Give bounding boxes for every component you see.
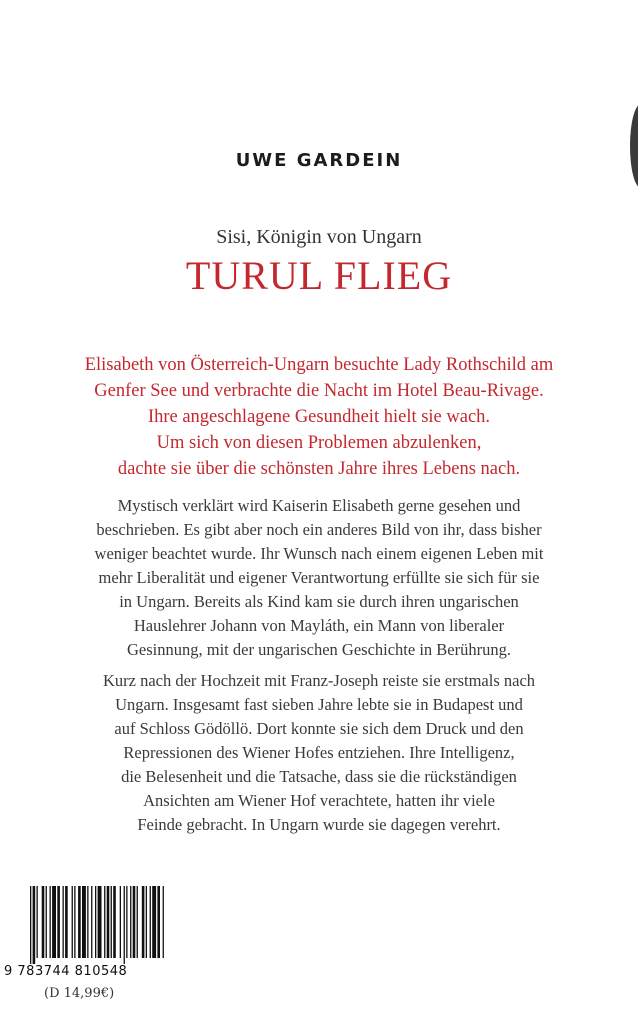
barcode-bar bbox=[95, 886, 96, 958]
blurb-line: Ihre angeschlagene Gesundheit hielt sie wach. bbox=[147, 407, 491, 427]
barcode-bar bbox=[124, 886, 125, 964]
paragraph-line: auf Schloss Gödöllö. Dort konnte sie sich dem Druck und den bbox=[114, 719, 524, 738]
blurb-line: Genfer See und verbrachte die Nacht im Hotel Beau-Rivage. bbox=[94, 381, 544, 401]
barcode-bar bbox=[150, 886, 151, 958]
barcode-bar bbox=[157, 886, 160, 958]
barcode-bar bbox=[146, 886, 147, 958]
barcode-bar bbox=[126, 886, 127, 958]
isbn-number: 9 783744 810548 bbox=[4, 964, 128, 979]
barcode-bar bbox=[98, 886, 102, 958]
barcode-bar bbox=[111, 886, 112, 958]
barcode-bar bbox=[78, 886, 81, 958]
barcode-bar bbox=[113, 886, 116, 958]
barcode-bars bbox=[14, 884, 166, 964]
paragraph-line: Ungarn. Insgesamt fast sieben Jahre lebte sie in Budapest und bbox=[115, 695, 523, 714]
paragraph-line: in Ungarn. Bereits als Kind kam sie durch ihren ungarischen bbox=[119, 592, 519, 611]
paragraph-line: weniger beachtet wurde. Ihr Wunsch nach einem eigenen Leben mit bbox=[94, 544, 544, 563]
book-subtitle: Sisi, Königin von Ungarn bbox=[216, 226, 422, 248]
barcode-bar bbox=[74, 886, 75, 958]
barcode-bar bbox=[65, 886, 68, 958]
paragraph-line: Kurz nach der Hochzeit mit Franz-Joseph reiste sie erstmals nach bbox=[102, 671, 536, 690]
blurb-line: Elisabeth von Österreich-Ungarn besuchte Lady Rothschild am bbox=[84, 355, 554, 375]
barcode-bar bbox=[72, 886, 73, 958]
barcode-bar bbox=[52, 886, 56, 958]
barcode-bar bbox=[133, 886, 136, 958]
paragraph-line: Hauslehrer Johann von Mayláth, ein Mann von liberaler bbox=[133, 616, 505, 635]
barcode-bar bbox=[30, 886, 31, 964]
barcode-bar bbox=[120, 886, 121, 958]
paragraph-line: beschrieben. Es gibt aber noch ein anderes Bild von ihr, dass bisher bbox=[96, 520, 542, 539]
barcode-bar bbox=[46, 886, 47, 958]
barcode-bar bbox=[107, 886, 110, 958]
description-paragraph-2 bbox=[0, 669, 638, 837]
barcode-bar bbox=[37, 886, 38, 958]
barcode-bar bbox=[104, 886, 105, 958]
barcode-bar bbox=[137, 886, 138, 958]
barcode-bar bbox=[91, 886, 92, 958]
barcode-bar bbox=[33, 886, 36, 964]
barcode-bar bbox=[87, 886, 88, 958]
barcode-bar bbox=[130, 886, 131, 958]
paragraph-line: die Belesenheit und die Tatsache, dass sie die rückständigen bbox=[121, 767, 517, 786]
barcode-bar bbox=[50, 886, 51, 958]
author-name: UWE GARDEIN bbox=[235, 150, 403, 171]
barcode-bar bbox=[82, 886, 86, 958]
blurb-line: dachte sie über die schönsten Jahre ihres Lebens nach. bbox=[117, 459, 521, 479]
book-edge-decoration bbox=[630, 104, 638, 188]
blurb-text bbox=[0, 352, 638, 482]
book-title: TURUL FLIEG bbox=[185, 253, 453, 298]
paragraph-line: Gesinnung, mit der ungarischen Geschichte in Berührung. bbox=[127, 640, 511, 659]
barcode-bar bbox=[152, 886, 156, 958]
barcode-bar bbox=[57, 886, 60, 958]
paragraph-line: mehr Liberalität und eigener Verantwortung erfüllte sie sich für sie bbox=[98, 568, 540, 587]
paragraph-line: Feinde gebracht. In Ungarn wurde sie dagegen verehrt. bbox=[137, 815, 501, 834]
barcode-bar bbox=[42, 886, 45, 958]
paragraph-line: Ansichten am Wiener Hof verachtete, hatten ihr viele bbox=[143, 791, 495, 810]
blurb-line: Um sich von diesen Problemen abzulenken, bbox=[156, 433, 482, 453]
description-paragraph-1 bbox=[0, 494, 638, 662]
paragraph-line: Mystisch verklärt wird Kaiserin Elisabeth gerne gesehen und bbox=[117, 496, 521, 515]
barcode-bar bbox=[63, 886, 64, 958]
barcode-bar bbox=[142, 886, 145, 958]
paragraph-line: Repressionen des Wiener Hofes entziehen. Ihre Intelligenz, bbox=[123, 743, 515, 762]
price-label: (D 14,99€) bbox=[44, 986, 115, 1001]
barcode-bar bbox=[163, 886, 164, 958]
